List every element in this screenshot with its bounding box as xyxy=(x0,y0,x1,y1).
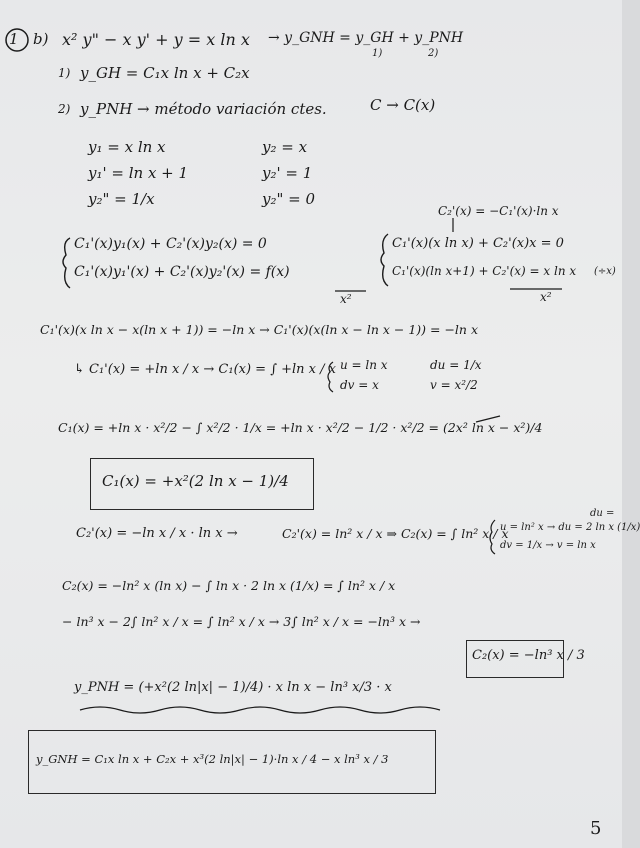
y2-double-prime-left: y₂" = 1/x xyxy=(88,190,155,208)
ode-equation: x² y" − x y' + y = x ln x xyxy=(62,30,250,49)
system-general-row2: C₁'(x)y₁'(x) + C₂'(x)y₂'(x) = f(x) xyxy=(74,264,290,280)
c2-result: C₂(x) = −ln³ x / 3 xyxy=(472,648,585,663)
y1-prime: y₁' = ln x + 1 xyxy=(88,164,189,182)
c1-result: C₁(x) = +x²(2 ln x − 1)/4 xyxy=(102,472,289,490)
constant-replacement: C → C(x) xyxy=(370,96,436,114)
item-number: 1 xyxy=(9,30,19,48)
c2-parts-u: u = ln² x → du = 2 ln x (1/x) xyxy=(500,522,640,533)
parts-v: v = x²/2 xyxy=(430,378,478,392)
c2-relation: C₂'(x) = −C₁'(x)·ln x xyxy=(438,204,559,218)
c2-derivation-line3: − ln³ x − 2∫ ln² x / x = ∫ ln² x / x → 3∫ ln² x / x = −ln³ x → xyxy=(62,614,421,629)
y2-double-prime: y₂" = 0 xyxy=(262,190,316,208)
system-general-denominator: x² xyxy=(340,292,352,306)
homogeneous-solution: y_GH = C₁x ln x + C₂x xyxy=(80,64,250,82)
c1-derivation-line2: ↳ C₁'(x) = +ln x / x → C₁(x) = ∫ +ln x / x xyxy=(74,362,336,377)
c2-parts-dv: dv = 1/x → v = ln x xyxy=(500,540,596,551)
c1-derivation-line3: C₁(x) = +ln x · x²/2 − ∫ x²/2 · 1/x = +ln x · x²/2 − 1/2 · x²/2 = (2x² ln x − x²)/4 xyxy=(58,420,543,435)
step1-label: 1) xyxy=(58,66,71,80)
general-solution-form: → y_GNH = y_GH + y_PNH xyxy=(268,30,464,46)
sub-index-2: 2) xyxy=(428,48,439,59)
step2-label: 2) xyxy=(58,102,71,116)
page-number: 5 xyxy=(590,818,602,839)
parts-du: du = 1/x xyxy=(430,358,482,372)
parts-dv: dv = x xyxy=(340,378,379,392)
y1: y₁ = x ln x xyxy=(88,138,166,156)
item-letter: b) xyxy=(33,30,49,48)
system-specific-denominator: x² xyxy=(540,290,552,304)
general-solution-final: y_GNH = C₁x ln x + C₂x + x³(2 ln|x| − 1)·ln x / 4 − x ln³ x / 3 xyxy=(36,752,389,766)
parts-du-label: du = xyxy=(590,508,615,519)
y2-prime: y₂' = 1 xyxy=(262,164,313,182)
sub-index-1: 1) xyxy=(372,48,383,59)
variation-of-parameters: y_PNH → método variación ctes. xyxy=(80,100,327,118)
c2-derivation-line2: C₂(x) = −ln² x (ln x) − ∫ ln x · 2 ln x (1/x) = ∫ ln² x / x xyxy=(62,578,396,593)
y2: y₂ = x xyxy=(262,138,308,156)
divide-note: (÷x) xyxy=(594,266,616,277)
c2-derivation-line1b: C₂'(x) = ln² x / x ⇒ C₂(x) = ∫ ln² x / x xyxy=(282,526,509,541)
parts-u: u = ln x xyxy=(340,358,388,372)
c2-derivation-line1: C₂'(x) = −ln x / x · ln x → xyxy=(76,526,238,541)
system-general-row1: C₁'(x)y₁(x) + C₂'(x)y₂(x) = 0 xyxy=(74,236,267,252)
system-specific-row2: C₁'(x)(ln x+1) + C₂'(x) = x ln x xyxy=(392,264,577,278)
c1-derivation-line1: C₁'(x)(x ln x − x(ln x + 1)) = −ln x → C₁'(x)(x(ln x − ln x − 1)) = −ln x xyxy=(40,322,478,337)
system-specific-row1: C₁'(x)(x ln x) + C₂'(x)x = 0 xyxy=(392,236,564,251)
particular-solution: y_PNH = (+x²(2 ln|x| − 1)/4) · x ln x − ln³ x/3 · x xyxy=(74,680,392,695)
